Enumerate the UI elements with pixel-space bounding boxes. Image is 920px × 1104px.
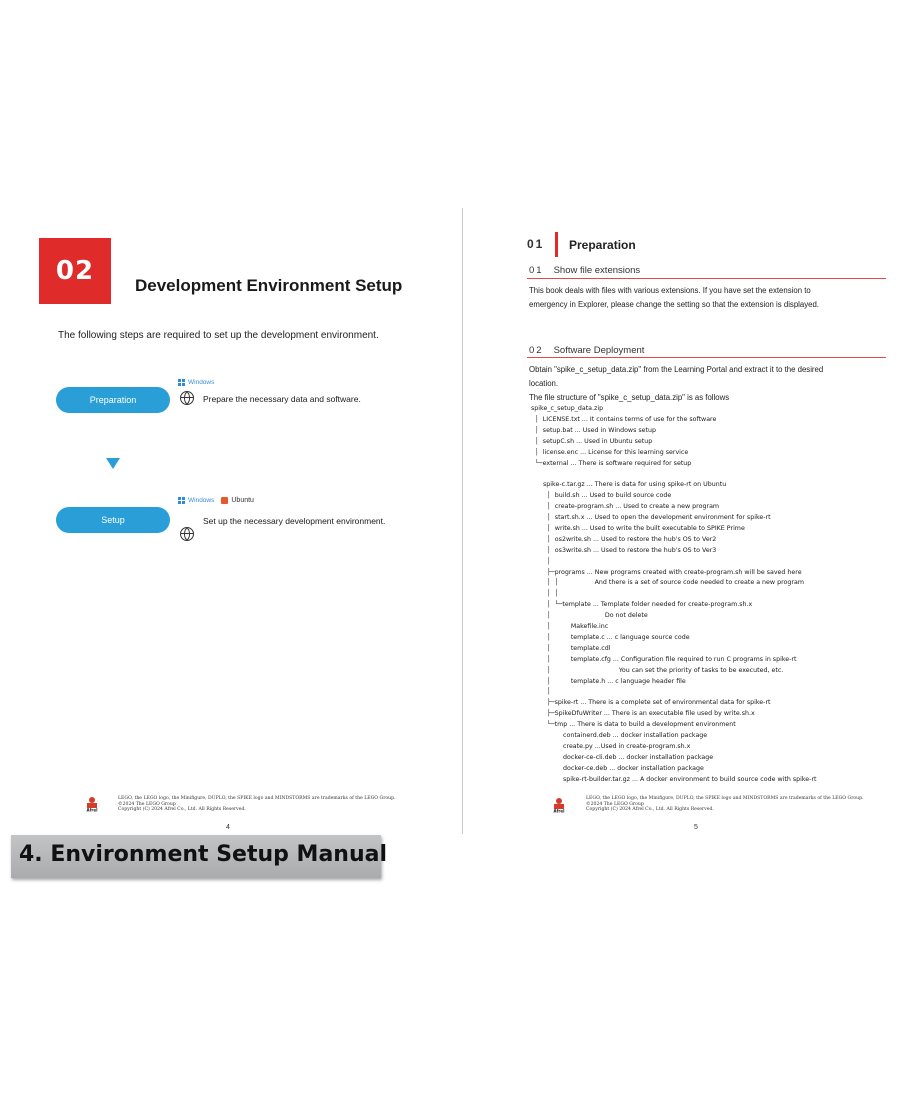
copyright-footer [586,796,864,813]
trademark-line: LEGO, the LEGO logo, the Minifigure, DUPLO, the SPIKE logo and MINDSTORMS are trademarks of the LEGO Group. [118,796,396,801]
tree-line: docker-ce.deb ... docker installation package [531,764,704,772]
os-tag-windows-ubuntu [178,497,254,504]
windows-icon [178,497,185,504]
tree-line: │ start.sh.x ... Used to open the development environment for spike-rt [531,514,771,521]
tree-line: │ You can set the priority of tasks to be executed, etc. [531,666,784,674]
tree-line: │ Makefile.inc [531,623,609,630]
tree-line: │ template.cdl [531,644,611,652]
tree-line: docker-ce-cli.deb ... docker installation package [531,753,714,761]
tree-line: │ template.h ... c language header file [531,677,686,685]
arrow-down-icon [106,458,120,469]
subsection-rule [527,357,886,358]
subsection-rule [527,278,886,279]
tree-line: │ [531,557,551,565]
subsection-title: Show file extensions [553,265,641,276]
chapter-number-box [39,238,111,304]
body-line: The file structure of "spike_c_setup_data.zip" is as follows [529,393,730,402]
step-description: Set up the necessary development environment. [203,516,386,526]
copyright-footer [118,796,396,813]
subsection-heading [529,345,644,356]
section-accent-bar [555,232,558,257]
tree-line: │ setup.bat ... Used in Windows setup [531,426,656,434]
body-line: location. [529,379,559,388]
body-line: emergency in Explorer, please change the setting so that the extension is displayed. [529,300,819,309]
afrel-copyright: Copyright (C) 2024 Afrel Co., Ltd. All Rights Reserved. [586,807,714,813]
ubuntu-icon [221,497,228,504]
tree-line: │ create-program.sh ... Used to create a new program [531,503,720,511]
section-number: 01 [527,237,545,251]
globe-icon [180,527,194,541]
trademark-line: LEGO, the LEGO logo, the Minifigure, DUPLO, the SPIKE logo and MINDSTORMS are trademarks of the LEGO Group. [586,796,864,801]
tree-line: │ template.cfg ... Configuration file required to run C programs in spike-rt [531,655,797,663]
tree-line: │ └─template ... Template folder needed for create-program.sh.x [531,601,753,609]
tree-line: │ os2write.sh ... Used to restore the hub's OS to Ver2 [531,535,717,543]
subsection-number: 01 [529,265,544,276]
tree-line: │ build.sh ... Used to build source code [531,492,672,500]
tree-line: └─external ... There is software required for setup [531,459,692,467]
tree-line: spike_c_setup_data.zip [531,405,604,412]
globe-icon [180,391,194,405]
subsection-heading [529,265,640,276]
tree-line: │ template.c ... c language source code [531,633,690,641]
step-description: Prepare the necessary data and software. [203,394,361,404]
afrel-logo [85,796,99,812]
os-label: Ubuntu [231,497,254,504]
tree-line: create.py ...Used in create-program.sh.x [531,742,691,750]
setup-button[interactable] [56,507,170,533]
tree-line: spike-c.tar.gz ... There is data for using spike-rt on Ubuntu [531,481,727,489]
afrel-copyright: Copyright (C) 2024 Afrel Co., Ltd. All Rights Reserved. [118,807,246,813]
tree-line: │ write.sh ... Used to write the built executable to SPIKE Prime [531,524,745,532]
tree-line: │ license.enc ... License for this learning service [531,448,689,456]
step-label: Setup [101,515,125,525]
tree-line: │ │ [531,590,559,598]
afrel-logo [552,797,566,813]
subsection-number: 02 [529,345,544,356]
step-label: Preparation [89,395,137,405]
os-tag-windows [178,379,214,386]
svg-text:Afrel: Afrel [553,808,565,813]
tree-line: containerd.deb ... docker installation package [531,732,708,739]
subsection-body [529,284,819,312]
tree-line: spike-rt-builder.tar.gz ... A docker environment to build source code with spike-rt [531,775,817,783]
page-number: 4 [226,824,230,831]
section-title: Preparation [569,238,636,252]
page-divider [462,208,463,834]
svg-text:Afrel: Afrel [86,807,98,812]
tree-line: │ [531,688,551,696]
os-label: Windows [188,379,215,386]
tree-line: ├─SpikeDfuWriter ... There is an executable file used by write.sh.x [531,710,755,718]
chapter-title: Development Environment Setup [135,276,403,295]
tree-line: │ │ And there is a set of source code needed to create a new program [531,579,804,587]
tree-line: ├─spike-rt ... There is a complete set of environmental data for spike-rt [531,699,771,707]
tree-line: └─tmp ... There is data to build a development environment [531,721,736,729]
tree-line: │ os3write.sh ... Used to restore the hub's OS to Ver3 [531,546,717,554]
tree-line: │ Do not delete [531,612,648,620]
intro-text: The following steps are required to set up the development environment. [58,330,379,341]
lego-copyright: ©2024 The LEGO Group [118,801,176,807]
banner-title: 4. Environment Setup Manual [19,842,388,867]
body-line: This book deals with files with various extensions. If you have set the extension to [529,286,811,295]
subsection-title: Software Deployment [553,345,645,356]
windows-icon [178,379,185,386]
tree-line: │ setupC.sh ... Used in Ubuntu setup [531,437,653,445]
os-label: Windows [188,497,215,504]
section-banner [11,835,388,878]
lego-copyright: ©2024 The LEGO Group [586,801,644,807]
chapter-number: 02 [55,256,95,286]
page-number: 5 [694,824,698,831]
preparation-button[interactable] [56,387,170,413]
tree-line: │ LICENSE.txt ... It contains terms of use for the software [531,415,717,423]
body-line: Obtain "spike_c_setup_data.zip" from the Learning Portal and extract it to the desired [529,365,824,374]
subsection-body [529,363,823,405]
tree-line: ├─programs ... New programs created with create-program.sh will be saved here [531,568,802,576]
